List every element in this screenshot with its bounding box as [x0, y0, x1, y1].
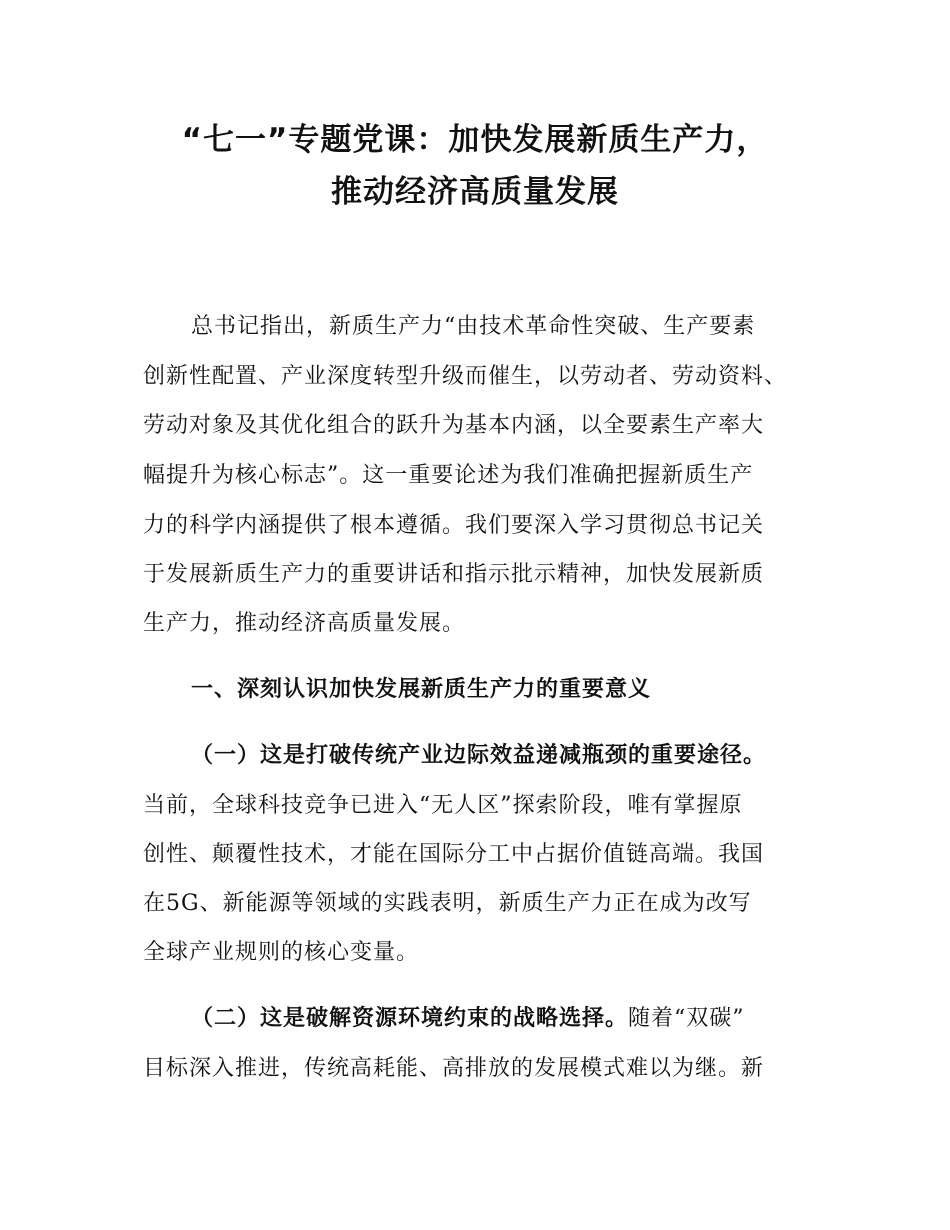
intro-line-3: 劳动对象及其优化组合的跃升为基本内涵，以全要素生产率大	[143, 413, 765, 438]
item-2-line-1: 目标深入推进，传统高耗能、高排放的发展模式难以为继。新	[143, 1056, 765, 1081]
intro-line-1: 总书记指出，新质生产力“由技术革命性突破、生产要素	[191, 314, 756, 339]
document-title	[0, 114, 950, 218]
title-line-2: 推动经济高质量发展	[331, 174, 619, 210]
intro-line-5: 力的科学内涵提供了根本遵循。我们要深入学习贯彻总书记关	[143, 513, 765, 538]
item-1-line-3: 在5G、新能源等领域的实践表明，新质生产力正在成为改写	[143, 891, 752, 916]
item-1-line-1: 当前，全球科技竞争已进入“无人区”探索阶段，唯有掌握原	[143, 793, 743, 818]
item-1-line-4: 全球产业规则的核心变量。	[143, 940, 420, 965]
item-2-lead: （二）这是破解资源环境约束的战略选择。	[191, 1006, 629, 1031]
intro-line-4: 幅提升为核心标志”。这一重要论述为我们准确把握新质生产	[143, 463, 754, 488]
title-line-1: “七一”专题党课：加快发展新质生产力，	[181, 122, 769, 158]
intro-line-7: 生产力，推动经济高质量发展。	[143, 611, 466, 636]
intro-line-6: 于发展新质生产力的重要讲话和指示批示精神，加快发展新质	[143, 562, 765, 587]
item-2-first-line	[191, 1001, 745, 1037]
item-1-line-2: 创性、颠覆性技术，才能在国际分工中占据价值链高端。我国	[143, 842, 765, 867]
item-1-lead: （一）这是打破传统产业边际效益递减瓶颈的重要途径。	[191, 743, 767, 768]
intro-line-2: 创新性配置、产业深度转型升级而催生，以劳动者、劳动资料、	[143, 364, 788, 389]
item-2-lead-tail: 随着“双碳”	[628, 1006, 745, 1031]
section-1-heading: 一、深刻认识加快发展新质生产力的重要意义	[191, 677, 652, 702]
